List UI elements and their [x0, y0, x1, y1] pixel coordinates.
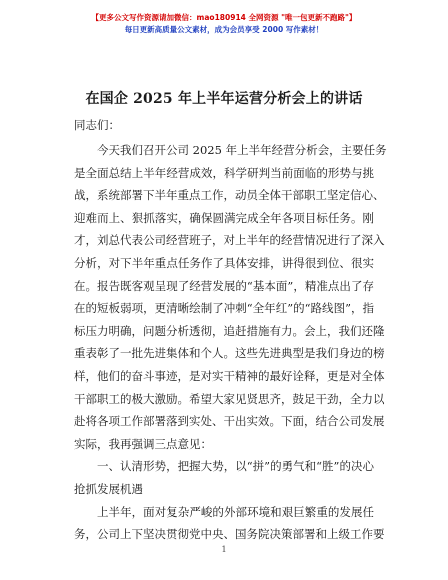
body-line: 干部职工的极大激励。希望大家见贤思齐，鼓足干劲，全力以 — [74, 391, 385, 406]
document-body — [74, 139, 387, 546]
body-line: 才，刘总代表公司经营班子，对上半年的经营情况进行了深入 — [74, 233, 385, 248]
body-line: 在的短板弱项，更清晰绘制了冲刺“全年红”的“路线图”，指 — [74, 301, 374, 316]
body-line: 实际，我再强调三点意见： — [74, 436, 212, 451]
greeting: 同志们： — [74, 118, 120, 132]
body-line: 迎难而上、狠抓落实，确保圆满完成全年各项目标任务。刚 — [74, 210, 374, 225]
body-line: 务，公司上下坚决贯彻党中央、国务院决策部署和上级工作要 — [74, 527, 385, 542]
document-title: 在国企 2025 年上半年运营分析会上的讲话 — [85, 91, 363, 107]
body-line: 重表彰了一批先进集体和个人。这些先进典型是我们身边的榜 — [74, 346, 385, 361]
banner-line-2: 每日更新高质量公文素材，成为会员享受 2000 写作素材！ — [124, 25, 324, 34]
body-line: 赴将各项工作部署落到实处、干出实效。下面，结合公司发展 — [74, 414, 385, 429]
body-line: 样，他们的奋斗事迹，是对实干精神的最好诠释，更是对全体 — [74, 368, 385, 383]
body-line: 分析，对下半年重点任务作了具体安排，讲得很到位、很实 — [74, 255, 374, 270]
body-line: 战，系统部署下半年重点工作，动员全体干部职工坚定信心、 — [74, 188, 385, 203]
body-line: 标压力明确，问题分析透彻，追赶措施有力。会上，我们还隆 — [74, 323, 385, 338]
banner-line-1: 【更多公文写作资源请加微信：mao180914 全网资源 "唯一包更新不跑路"】 — [91, 13, 357, 22]
body-line: 上半年，面对复杂严峻的外部环境和艰巨繁重的发展任 — [97, 504, 374, 519]
section-heading-line: 一、认清形势，把握大势，以“拼”的勇气和“胜”的决心 — [97, 459, 374, 474]
body-line: 今天我们召开公司 2025 年上半年经营分析会，主要任务 — [97, 143, 387, 157]
body-line: 在。报告既客观呈现了经营发展的“基本面”，精准点出了存 — [74, 278, 374, 293]
body-line: 是全面总结上半年经营成效，科学研判当前面临的形势与挑 — [74, 165, 374, 180]
top-promo-banner — [0, 12, 448, 36]
section-heading-line: 抢抓发展机遇 — [74, 481, 143, 496]
page-number: 1 — [221, 545, 227, 554]
